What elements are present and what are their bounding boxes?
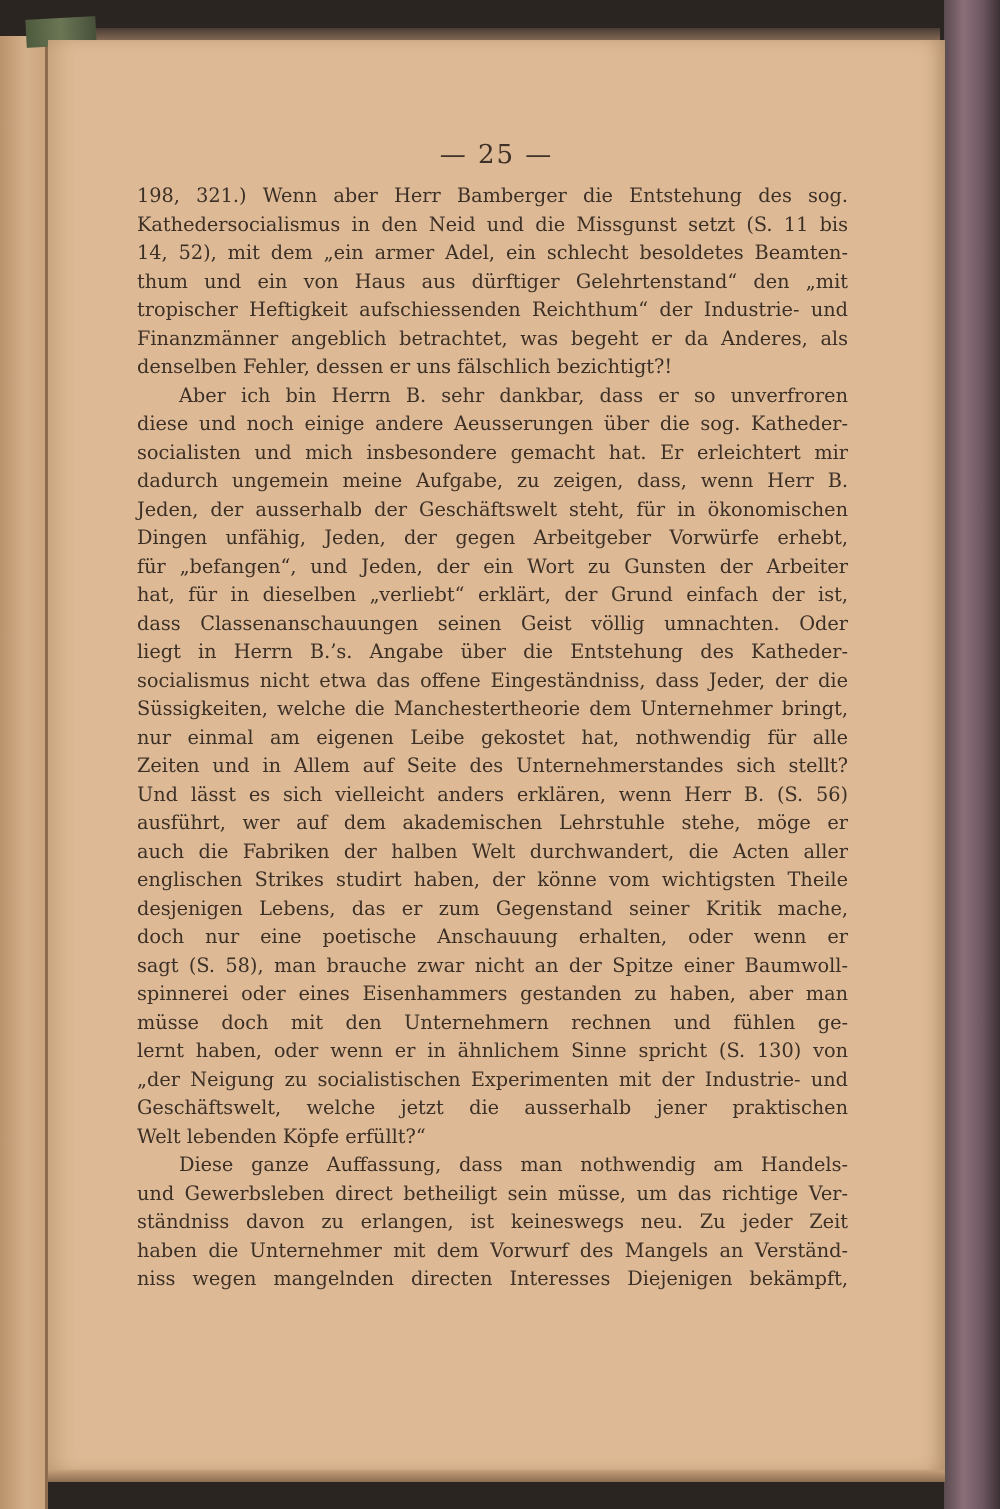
text-line: lernt haben, oder wenn er in ähnlichem Sinne spricht (S. 130) von [137, 1039, 848, 1062]
text-line: ausführt, wer auf dem akademischen Lehrstuhle stehe, möge er [137, 811, 848, 834]
text-line: Jeden, der ausserhalb der Geschäftswelt steht, für in ökonomischen [137, 497, 848, 521]
text-line: Zeiten und in Allem auf Seite des Unternehmerstandes sich stellt? [137, 754, 848, 777]
text-line: Und lässt es sich vielleicht anders erklären, wenn Herr B. (S. 56) [137, 782, 848, 806]
text-line: liegt in Herrn B.’s. Angabe über die Entstehung des Katheder- [137, 640, 848, 663]
text-line: 198, 321.) Wenn aber Herr Bamberger die Entstehung des sog. [137, 184, 848, 207]
text-line: spinnerei oder eines Eisenhammers gestanden zu haben, aber man [137, 982, 848, 1005]
text-line: für „befangen“, und Jeden, der ein Wort zu Gunsten der Arbeiter [137, 554, 848, 578]
text-line: ständniss davon zu erlangen, ist keineswegs neu. Zu jeder Zeit [137, 1210, 848, 1233]
text-line: sagt (S. 58), man brauche zwar nicht an der Spitze einer Baumwoll- [137, 953, 848, 977]
text-line: Finanzmänner angeblich betrachtet, was begeht er da Anderes, als [137, 326, 848, 350]
text-line: thum und ein von Haus aus dürftiger Gelehrtenstand“ den „mit [137, 269, 848, 293]
text-line: hat, für in dieselben „verliebt“ erklärt, der Grund einfach der ist, [137, 583, 848, 606]
text-line: tropischer Heftigkeit aufschiessenden Reichthum“ der Industrie- und [137, 298, 848, 321]
text-line: Süssigkeiten, welche die Manchestertheorie dem Unternehmer bringt, [137, 697, 848, 720]
text-line: dass Classenanschauungen seinen Geist völlig umnachten. Oder [137, 611, 848, 635]
text-line: Aber ich bin Herrn B. sehr dankbar, dass er so unverfroren [179, 383, 848, 407]
text-line: socialismus nicht etwa das offene Eingeständniss, dass Jeder, der die [137, 668, 848, 692]
text-line: doch nur eine poetische Anschauung erhalten, oder wenn er [137, 925, 848, 948]
text-line: Welt lebenden Köpfe erfüllt?“ [137, 1124, 426, 1148]
text-line: niss wegen mangelnden directen Interesses Diejenigen bekämpft, [137, 1267, 848, 1290]
page-number: — 25 — [439, 140, 554, 170]
book-page [48, 40, 945, 1470]
text-line: Dingen unfähig, Jeden, der gegen Arbeitgeber Vorwürfe erhebt, [137, 526, 848, 549]
text-line: haben die Unternehmer mit dem Vorwurf des Mangels an Verständ- [137, 1238, 848, 1262]
text-line: desjenigen Lebens, das er zum Gegenstand seiner Kritik mache, [137, 896, 848, 920]
text-line: diese und noch einige andere Aeusserungen über die sog. Katheder- [137, 412, 848, 435]
text-line: und Gewerbsleben direct betheiligt sein müsse, um das richtige Ver- [137, 1181, 848, 1205]
text-line: englischen Strikes studirt haben, der könne vom wichtigsten Theile [137, 868, 848, 891]
text-line: Kathedersocialismus in den Neid und die Missgunst setzt (S. 11 bis [137, 212, 848, 236]
bottom-page-edge [48, 1470, 945, 1482]
text-line: „der Neigung zu socialistischen Experimenten mit der Industrie- und [137, 1067, 848, 1091]
text-line: Geschäftswelt, welche jetzt die ausserhalb jener praktischen [137, 1096, 848, 1119]
book-cover-edge [944, 0, 1000, 1509]
text-line: socialisten und mich insbesondere gemacht hat. Er erleichtert mir [137, 440, 848, 464]
text-line: dadurch ungemein meine Aufgabe, zu zeigen, dass, wenn Herr B. [137, 469, 848, 492]
left-page-edge [0, 36, 48, 1509]
text-line: nur einmal am eigenen Leibe gekostet hat, nothwendig für alle [137, 725, 848, 749]
text-line: auch die Fabriken der halben Welt durchwandert, die Acten aller [137, 839, 848, 863]
text-line: 14, 52), mit dem „ein armer Adel, ein schlecht besoldetes Beamten- [137, 241, 848, 264]
body-text [137, 182, 848, 1294]
text-line: denselben Fehler, dessen er uns fälschlich bezichtigt?! [137, 355, 673, 378]
text-line: Diese ganze Auffassung, dass man nothwendig am Handels- [179, 1153, 848, 1176]
text-line: müsse doch mit den Unternehmern rechnen und fühlen ge- [137, 1010, 848, 1034]
